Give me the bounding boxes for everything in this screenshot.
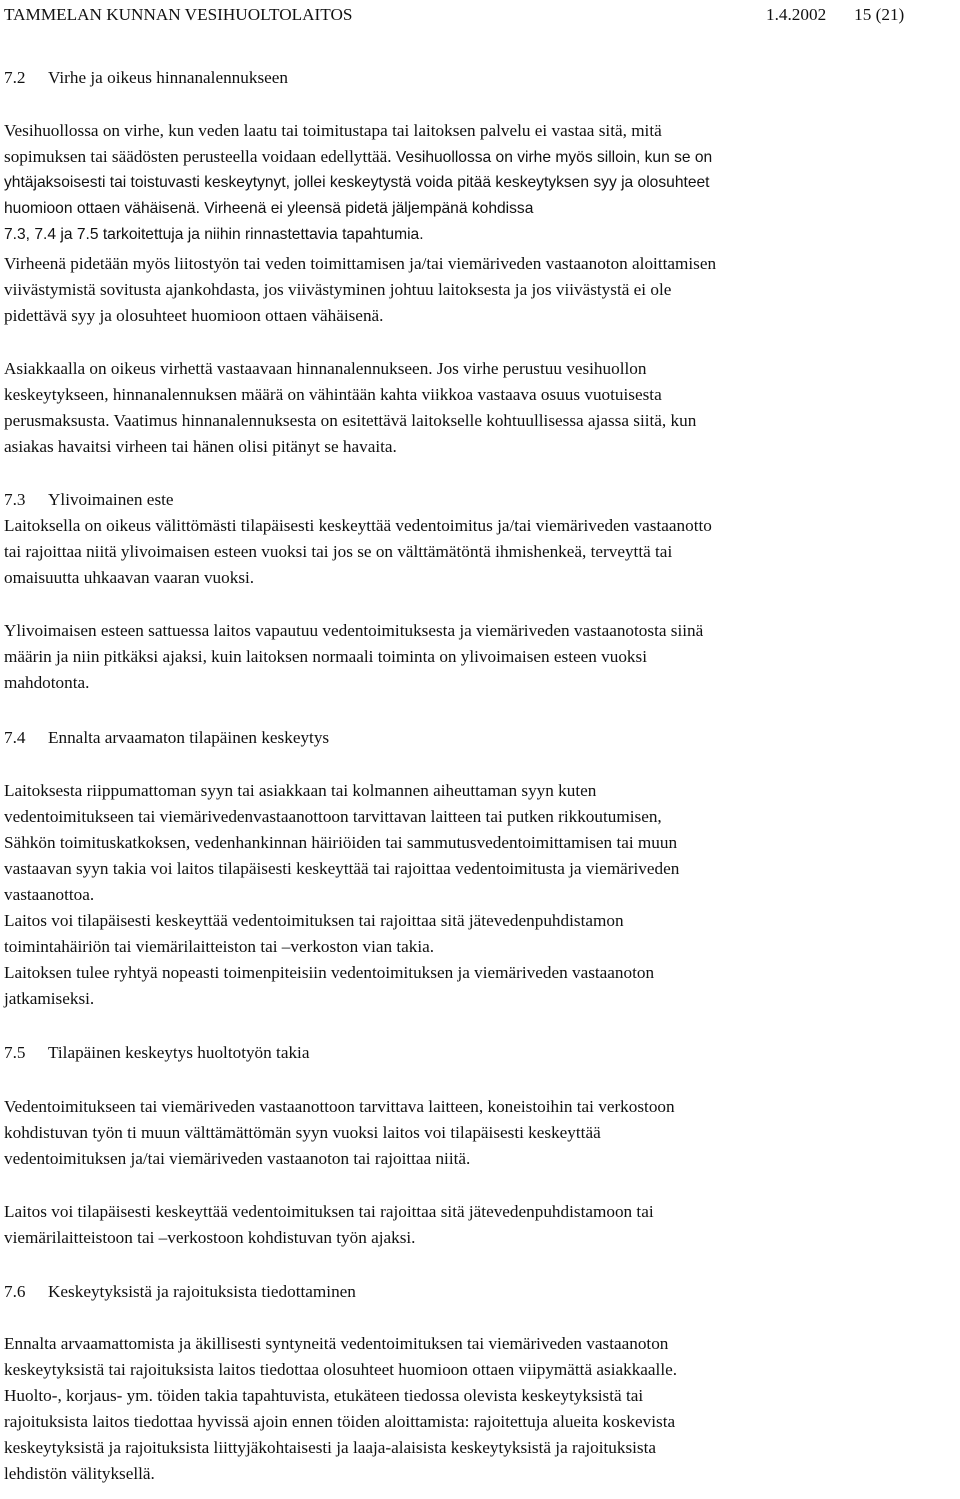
section-number: 7.5 <box>4 1043 26 1062</box>
paragraph-line: Ylivoimaisen esteen sattuessa laitos vapautuu vedentoimituksesta ja viemäriveden vastaanotosta siinä <box>4 621 704 640</box>
section-heading-7-6 <box>4 1282 356 1302</box>
paragraph-line: Vesihuollossa on virhe, kun veden laatu tai toimitustapa tai laitoksen palvelu ei vastaa sitä, mitä <box>4 121 662 140</box>
header-date: 1.4.2002 <box>766 5 827 24</box>
paragraph-text: sopimuksen tai säädösten perusteella voidaan edellyttää. <box>4 147 392 166</box>
section-heading-7-5 <box>4 1043 309 1063</box>
paragraph-line: keskeytyksistä ja rajoituksista liittyjäkohtaisesti ja laaja-alaisista keskeytyksistä ja rajoituksista <box>4 1438 657 1457</box>
section-title: Keskeytyksistä ja rajoituksista tiedottaminen <box>48 1282 356 1301</box>
section-number: 7.3 <box>4 490 26 509</box>
paragraph-line: kohdistuvan työn ti muun välttämättömän syyn vuoksi laitos voi tilapäisesti keskeyttää <box>4 1123 601 1142</box>
paragraph-line: määrin ja niin pitkäksi ajaksi, kuin laitoksen normaali toiminta on ylivoimaisen esteen vuoksi <box>4 647 647 666</box>
paragraph-line: Huolto-, korjaus- ym. töiden takia tapahtuvista, etukäteen tiedossa olevista keskeytyksistä tai <box>4 1386 644 1405</box>
paragraph-line: Laitoksesta riippumattoman syyn tai asiakkaan tai kolmannen aiheuttaman syyn kuten <box>4 781 597 800</box>
paragraph-line: perusmaksusta. Vaatimus hinnanalennuksesta on esitettävä laitokselle kohtuullisessa ajassa siitä, kun <box>4 411 697 430</box>
section-title: Virhe ja oikeus hinnanalennukseen <box>48 68 288 87</box>
paragraph-line-sans: 7.3, 7.4 ja 7.5 tarkoitettuja ja niihin rinnastettavia tapahtumia. <box>4 226 424 243</box>
paragraph-line: vastaavan syyn takia voi laitos tilapäisesti keskeyttää tai rajoittaa vedentoimitusta ja viemäriveden <box>4 859 680 878</box>
section-title: Ylivoimainen este <box>48 490 174 509</box>
paragraph-line: vastaanottoa. <box>4 885 95 904</box>
paragraph-line: keskeytyksistä tai rajoituksista laitos tiedottaa olosuhteet huomioon ottaen viipymättä asiakkaalle. <box>4 1360 678 1379</box>
paragraph-line: mahdotonta. <box>4 673 90 692</box>
document-header-title: TAMMELAN KUNNAN VESIHUOLTOLAITOS <box>4 5 353 24</box>
paragraph-line: omaisuutta uhkaavan vaaran vuoksi. <box>4 568 255 587</box>
paragraph-line: keskeytykseen, hinnanalennuksen määrä on vähintään kahta viikkoa vastaava osuus vuotuisesta <box>4 385 662 404</box>
paragraph-line-sans: huomioon ottaen vähäisenä. Virheenä ei yleensä pidetä jäljempänä kohdissa <box>4 200 534 217</box>
paragraph-line: vedentoimitukseen tai viemärivedenvastaanottoon tarvittavan laitteen tai putken rikkoutumisen, <box>4 807 662 826</box>
paragraph-line: viivästymistä sovitusta ajankohdasta, jos viivästyminen johtuu laitoksesta ja jos viivästystä ei ole <box>4 280 672 299</box>
document-header-meta <box>766 5 904 25</box>
paragraph-line: Asiakkaalla on oikeus virhettä vastaavaan hinnanalennukseen. Jos virhe perustuu vesihuollon <box>4 359 647 378</box>
section-heading-7-2 <box>4 68 288 88</box>
paragraph-line: Virheenä pidetään myös liitostyön tai veden toimittamisen ja/tai viemäriveden vastaanoton aloittamisen <box>4 254 717 273</box>
paragraph-text-sans: Vesihuollossa on virhe myös silloin, kun se on <box>395 149 713 166</box>
section-title: Ennalta arvaamaton tilapäinen keskeytys <box>48 728 330 747</box>
paragraph-line: Laitoksen tulee ryhtyä nopeasti toimenpiteisiin vedentoimituksen ja viemäriveden vastaanoton <box>4 963 655 982</box>
section-number: 7.2 <box>4 68 26 87</box>
paragraph-line-sans: yhtäjaksoisesti tai toistuvasti keskeytynyt, jollei keskeytystä voida pitää keskeytyksen syy ja olosuhteet <box>4 174 710 191</box>
paragraph-line: Sähkön toimituskatkoksen, vedenhankinnan häiriöiden tai sammutusvedentoimittamisen tai muun <box>4 833 678 852</box>
paragraph-line: Vedentoimitukseen tai viemäriveden vastaanottoon tarvittava laitteen, koneistoihin tai verkostoon <box>4 1097 675 1116</box>
paragraph-line: jatkamiseksi. <box>4 989 95 1008</box>
paragraph-line: vedentoimituksen ja/tai viemäriveden vastaanoton tai rajoittaa niitä. <box>4 1149 471 1168</box>
section-heading-7-4 <box>4 728 329 748</box>
paragraph-line: rajoituksista laitos tiedottaa hyvissä ajoin ennen töiden aloittamista: rajoitettuja alueita koskevista <box>4 1412 676 1431</box>
paragraph-line: Laitos voi tilapäisesti keskeyttää vedentoimituksen tai rajoittaa sitä jätevedenpuhdistamon <box>4 911 624 930</box>
paragraph-line: lehdistön välityksellä. <box>4 1464 155 1483</box>
paragraph-line: Ennalta arvaamattomista ja äkillisesti syntyneitä vedentoimituksen tai viemäriveden vastaanoton <box>4 1334 669 1353</box>
section-title: Tilapäinen keskeytys huoltotyön takia <box>48 1043 310 1062</box>
section-number: 7.6 <box>4 1282 26 1301</box>
paragraph-line <box>4 147 712 168</box>
paragraph-line: Laitoksella on oikeus välittömästi tilapäisesti keskeyttää vedentoimitus ja/tai viemäriveden vastaanotto <box>4 516 712 535</box>
section-heading-7-3 <box>4 490 174 510</box>
paragraph-line: toimintahäiriön tai viemärilaitteiston tai –verkoston vian takia. <box>4 937 435 956</box>
paragraph-line: asiakas havaitsi virheen tai hänen olisi pitänyt se havaita. <box>4 437 397 456</box>
paragraph-line: tai rajoittaa niitä ylivoimaisen esteen vuoksi tai jos se on välttämätöntä ihmishenkeä, terveyttä tai <box>4 542 673 561</box>
paragraph-line: Laitos voi tilapäisesti keskeyttää vedentoimituksen tai rajoittaa sitä jätevedenpuhdistamoon tai <box>4 1202 654 1221</box>
paragraph-line: pidettävä syy ja olosuhteet huomioon ottaen vähäisenä. <box>4 306 384 325</box>
section-number: 7.4 <box>4 728 26 747</box>
paragraph-line: viemärilaitteistoon tai –verkostoon kohdistuvan työn ajaksi. <box>4 1228 416 1247</box>
header-page-number: 15 (21) <box>854 5 905 24</box>
